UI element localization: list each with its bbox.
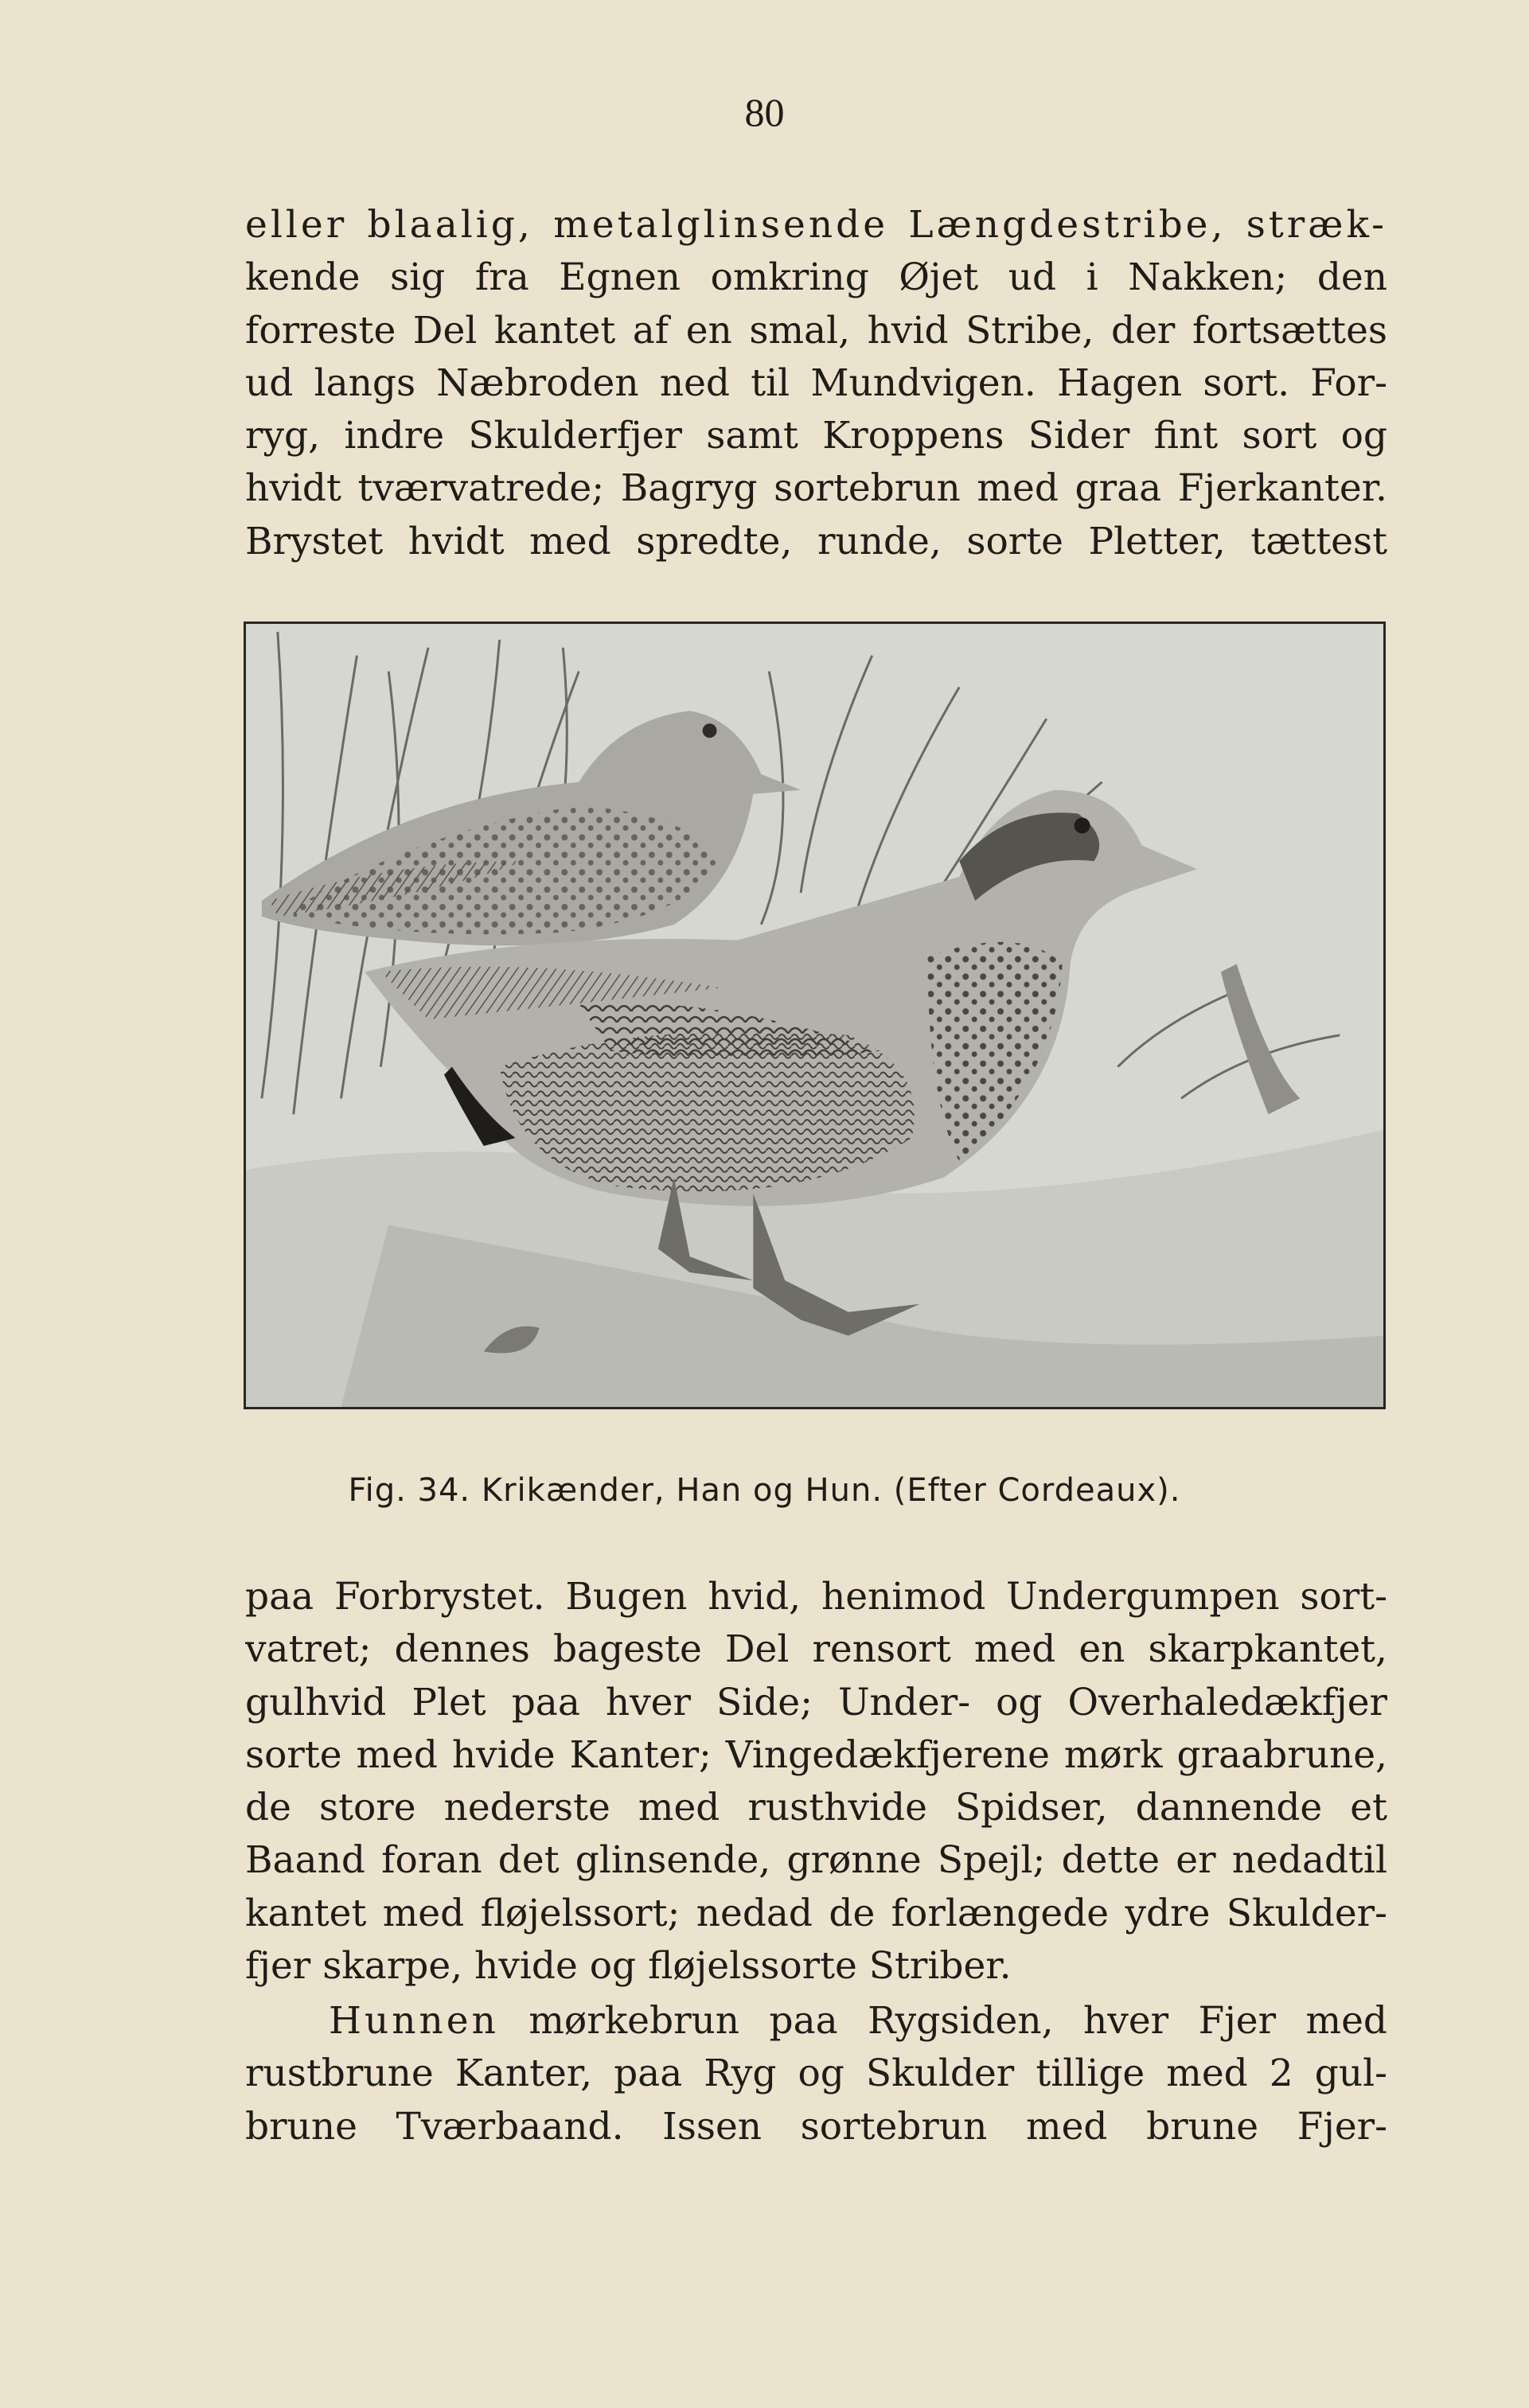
page-number: 80 bbox=[744, 90, 785, 134]
line-rest: mørkebrun paa Rygsiden, hver Fjer med bbox=[529, 1999, 1387, 2043]
text-line: kantet med fløjelssort; nedad de forlængede ydre Skulder- bbox=[245, 1891, 1387, 1935]
text-line: rustbrune Kanter, paa Ryg og Skulder tillige med 2 gul- bbox=[245, 2051, 1387, 2096]
text-line: Brystet hvidt med spredte, runde, sorte Pletter, tættest bbox=[245, 519, 1387, 563]
text-line bbox=[245, 1995, 1387, 2048]
text-line: hvidt tværvatrede; Bagryg sortebrun med graa Fjerkanter. bbox=[245, 466, 1387, 511]
paragraph-top bbox=[245, 199, 1387, 568]
text-line: ud langs Næbroden ned til Mundvigen. Hagen sort. For- bbox=[245, 360, 1387, 405]
teal-ducks-engraving bbox=[246, 624, 1383, 1407]
paragraph-continued bbox=[245, 1571, 1387, 1993]
figure-caption: Fig. 34. Krikænder, Han og Hun. (Efter Cordeaux). bbox=[348, 1472, 1181, 1509]
text-line: brune Tværbaand. Issen sortebrun med brune Fjer- bbox=[245, 2104, 1387, 2149]
text-line: Baand foran det glinsende, grønne Spejl; dette er nedadtil bbox=[245, 1838, 1387, 1883]
text-line: gulhvid Plet paa hver Side; Under- og Overhaledækfjer bbox=[245, 1680, 1387, 1724]
text-line: paa Forbrystet. Bugen hvid, henimod Undergumpen sort- bbox=[245, 1575, 1387, 1619]
text-line: fjer skarpe, hvide og fløjelssorte Striber. bbox=[245, 1944, 1012, 1989]
text-line: ryg, indre Skulderfjer samt Kroppens Sider fint sort og bbox=[245, 414, 1387, 458]
text-line: de store nederste med rusthvide Spidser, dannende et bbox=[245, 1786, 1387, 1830]
text-line: eller blaalig, metalglinsende Længdestribe, stræk- bbox=[245, 203, 1387, 247]
text-line: sorte med hvide Kanter; Vingedækfjerene mørk graabrune, bbox=[245, 1732, 1387, 1777]
paragraph-female bbox=[245, 1995, 1387, 2153]
spaced-word: Hunnen bbox=[329, 1999, 499, 2043]
text-line: forreste Del kantet af en smal, hvid Stribe, der fortsættes bbox=[245, 308, 1387, 353]
text-line: kende sig fra Egnen omkring Øjet ud i Nakken; den bbox=[245, 255, 1387, 300]
text-line: vatret; dennes bageste Del rensort med en skarpkantet, bbox=[245, 1627, 1387, 1672]
duck-illustration bbox=[244, 621, 1386, 1409]
